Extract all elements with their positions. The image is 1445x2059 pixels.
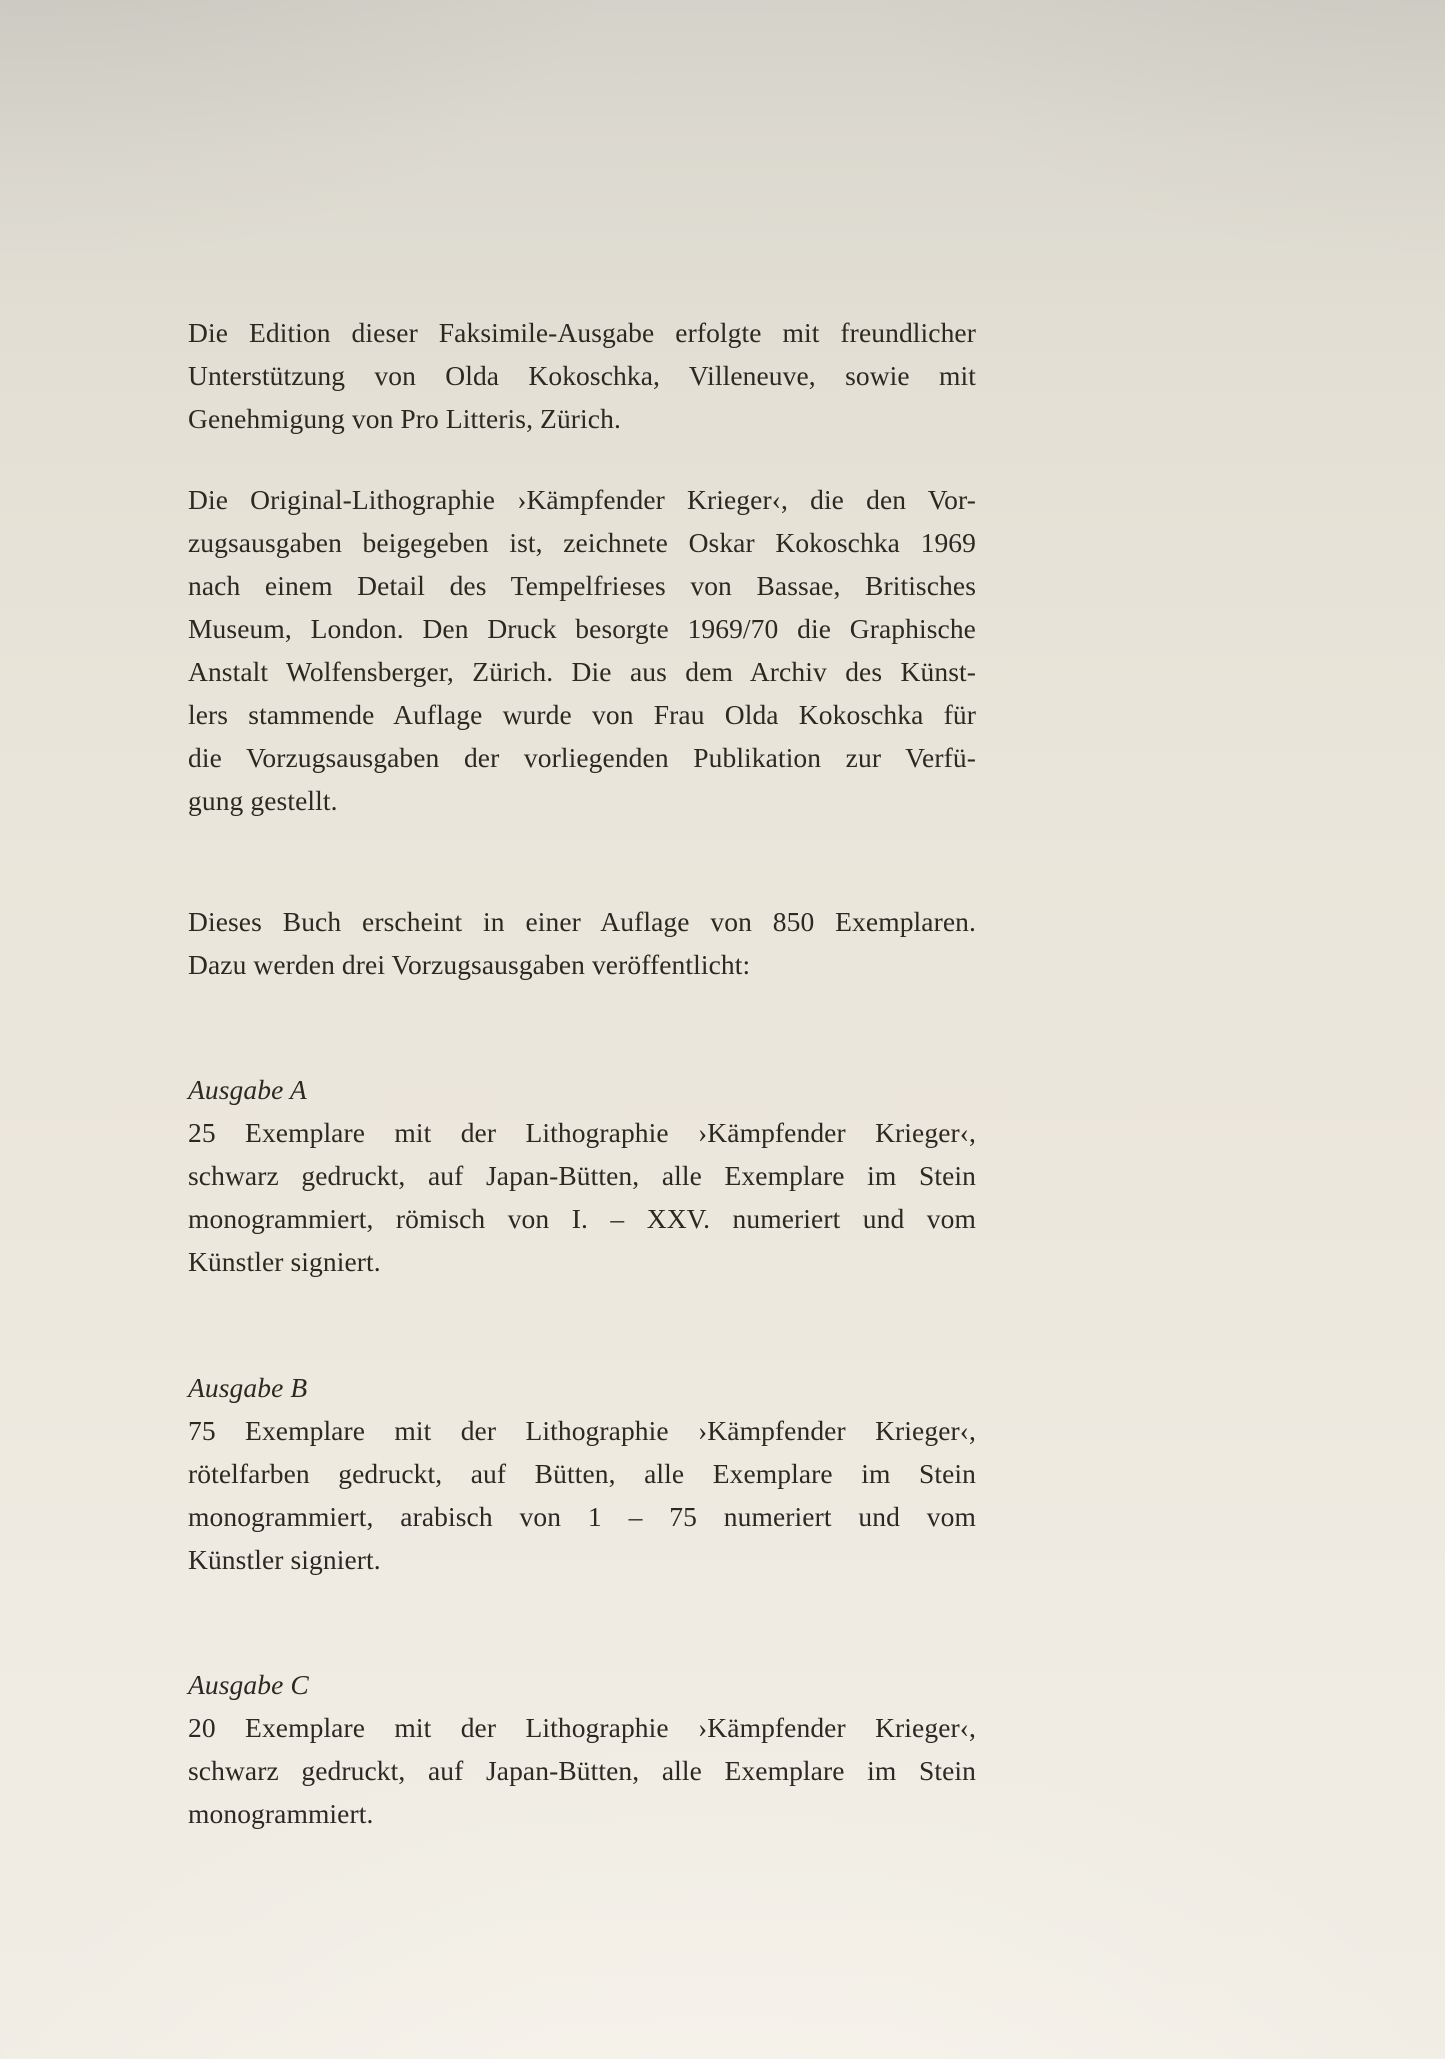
text-line: monogrammiert, römisch von I. – XXV. numeriert und vom xyxy=(188,1203,976,1234)
text-line: nach einem Detail des Tempelfrieses von Bassae, Britisches xyxy=(188,570,976,601)
text-line: Anstalt Wolfensberger, Zürich. Die aus dem Archiv des Künst- xyxy=(188,656,976,687)
edition-heading: Ausgabe C xyxy=(188,1669,309,1700)
text-line: rötelfarben gedruckt, auf Bütten, alle Exemplare im Stein xyxy=(188,1458,976,1489)
text-line: 25 Exemplare mit der Lithographie ›Kämpfender Krieger‹, xyxy=(188,1117,976,1148)
text-line: 20 Exemplare mit der Lithographie ›Kämpfender Krieger‹, xyxy=(188,1712,976,1743)
text-line: Unterstützung von Olda Kokoschka, Villeneuve, sowie mit xyxy=(188,360,976,391)
paragraph-edition-size xyxy=(188,900,976,986)
text-line: lers stammende Auflage wurde von Frau Olda Kokoschka für xyxy=(188,699,976,730)
text-line: zugsausgaben beigegeben ist, zeichnete Oskar Kokoschka 1969 xyxy=(188,527,976,558)
text-line: monogrammiert, arabisch von 1 – 75 numeriert und vom xyxy=(188,1501,976,1532)
text-line: die Vorzugsausgaben der vorliegenden Publikation zur Verfü- xyxy=(188,742,976,773)
edition-block-a xyxy=(188,1068,976,1283)
paragraph-lithograph-provenance xyxy=(188,478,976,822)
text-line: Museum, London. Den Druck besorgte 1969/70 die Graphische xyxy=(188,613,976,644)
edition-heading: Ausgabe A xyxy=(188,1074,307,1105)
text-line: monogrammiert. xyxy=(188,1798,374,1829)
text-line: Künstler signiert. xyxy=(188,1246,381,1277)
text-line: 75 Exemplare mit der Lithographie ›Kämpfender Krieger‹, xyxy=(188,1415,976,1446)
edition-heading: Ausgabe B xyxy=(188,1372,308,1403)
paragraph-credits xyxy=(188,311,976,440)
text-line: Künstler signiert. xyxy=(188,1544,381,1575)
edition-block-c xyxy=(188,1663,976,1835)
text-line: Dieses Buch erscheint in einer Auflage von 850 Exemplaren. xyxy=(188,906,976,937)
text-line: Genehmigung von Pro Litteris, Zürich. xyxy=(188,403,621,434)
text-line: schwarz gedruckt, auf Japan-Bütten, alle Exemplare im Stein xyxy=(188,1755,976,1786)
text-line: Die Edition dieser Faksimile-Ausgabe erfolgte mit freundlicher xyxy=(188,317,976,348)
text-line: gung gestellt. xyxy=(188,785,338,816)
text-line: schwarz gedruckt, auf Japan-Bütten, alle Exemplare im Stein xyxy=(188,1160,976,1191)
text-line: Dazu werden drei Vorzugsausgaben veröffentlicht: xyxy=(188,949,751,980)
edition-block-b xyxy=(188,1366,976,1581)
text-line: Die Original-Lithographie ›Kämpfender Krieger‹, die den Vor- xyxy=(188,484,976,515)
